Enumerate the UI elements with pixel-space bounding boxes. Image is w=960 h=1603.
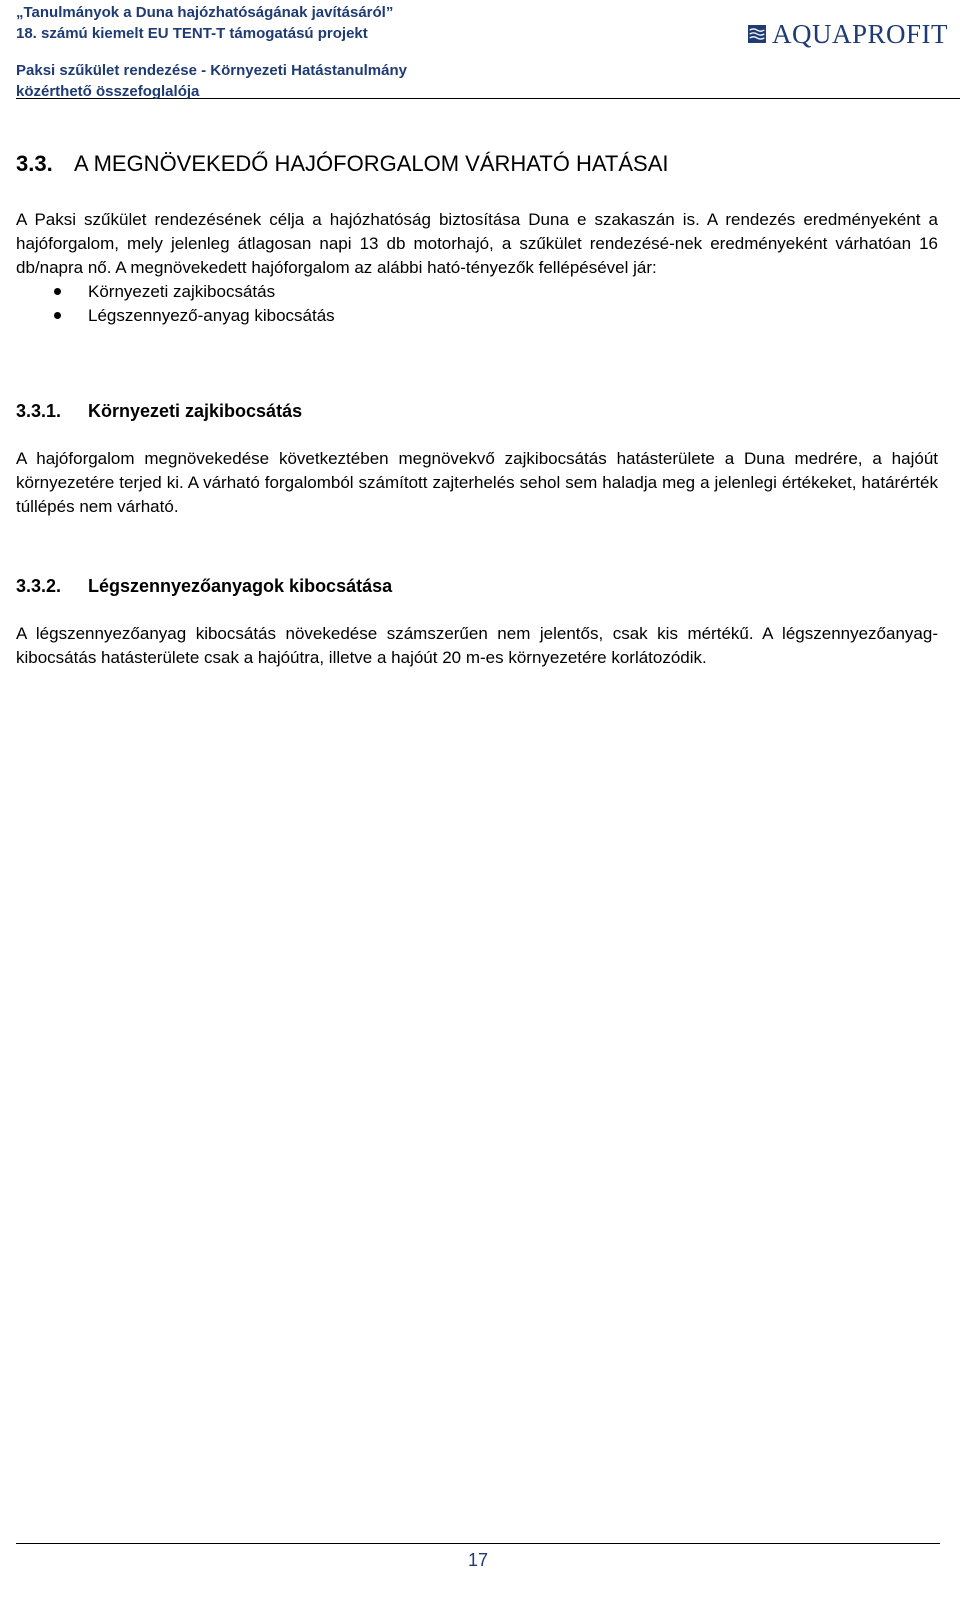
list-item-text: Légszennyező-anyag kibocsátás [88,306,335,325]
bullet-icon [54,288,61,295]
header-project-info [16,2,407,102]
air-pollution-paragraph: A légszennyezőanyag kibocsátás növekedése számszerűen nem jelentős, csak kis mértékű. A légszennyezőanyag-kibocsátás hatásterülete csak a hajóútra, illetve a hajóút 20 m-es környezetére korlátozódik. [16,624,938,667]
logo-text: AQUAPROFIT [771,18,948,49]
intro-paragraph: A Paksi szűkület rendezésének célja a hajózhatóság biztosítása Duna e szakaszán is. A rendezés eredményeként a hajóforgalom, mely jelenleg átlagosan napi 13 db motorhajó, a szűkület rendezésé-nek eredményeként várhatóan 16 db/napra nő. A megnövekedett hajóforgalom az alábbi ható-tényezők fellépésével jár: [16,210,938,277]
noise-paragraph: A hajóforgalom megnövekedése következtében megnövekvő zajkibocsátás hatásterülete a Duna medrére, a hajóút környezetére terjed ki. A várható forgalomból számított zajterhelés sehol sem haladja meg a jelenlegi értékeket, határérték túllépés nem várható. [16,449,938,516]
subsection-number: 3.3.1. [16,401,62,421]
section-title: A MEGNÖVEKEDŐ HAJÓFORGALOM VÁRHATÓ HATÁSAI [74,151,669,176]
subsection-title: Környezeti zajkibocsátás [88,401,303,421]
header-document-subtitle: közérthető összefoglalója [16,83,200,100]
impact-factor-list [16,280,938,328]
header-document-title: Paksi szűkület rendezése - Környezeti Hatástanulmány [16,62,407,79]
list-item [16,280,938,304]
page-header [16,0,960,99]
section-number: 3.3. [16,151,53,176]
section-heading [16,150,938,178]
wave-flag-icon [748,18,766,50]
subsection-heading-noise [16,399,938,423]
subsection-heading-air [16,574,938,598]
bullet-icon [54,312,61,319]
header-project-subtitle: 18. számú kiemelt EU TENT-T támogatású projekt [16,25,368,42]
page-number: 17 [467,1550,489,1570]
subsection-title: Légszennyezőanyagok kibocsátása [88,576,393,596]
list-item [16,304,938,328]
header-project-title: „Tanulmányok a Duna hajózhatóságának javításáról” [16,4,394,21]
page-content [16,150,938,670]
subsection-number: 3.3.2. [16,576,62,596]
aquaprofit-logo [748,16,948,52]
list-item-text: Környezeti zajkibocsátás [88,282,276,301]
page-footer [16,1543,940,1603]
